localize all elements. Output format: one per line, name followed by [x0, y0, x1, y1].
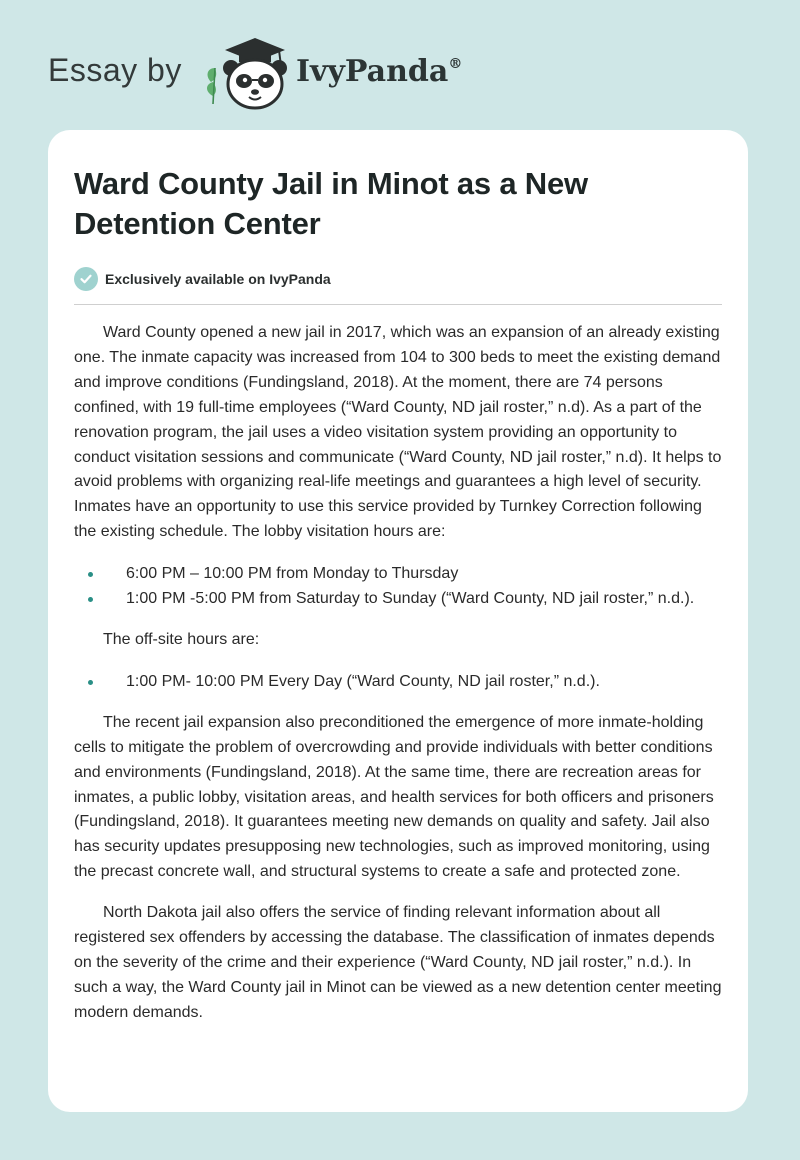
list-item: 1:00 PM -5:00 PM from Saturday to Sunday (“Ward County, ND jail roster,” n.d.). — [74, 587, 722, 612]
brand-name[interactable] — [296, 54, 462, 89]
essay-body — [74, 321, 722, 1026]
offsite-hours-list — [74, 670, 722, 695]
trademark-symbol: ® — [448, 56, 463, 72]
lobby-hours-list — [74, 562, 722, 612]
essay-by-label: Essay by — [48, 52, 182, 88]
list-item: 6:00 PM – 10:00 PM from Monday to Thursday — [74, 562, 722, 587]
essay-card — [48, 130, 748, 1112]
ivypanda-logo-icon[interactable] — [203, 34, 293, 112]
site-header — [48, 30, 548, 110]
check-icon — [74, 267, 98, 291]
divider — [74, 304, 722, 305]
list-item: 1:00 PM- 10:00 PM Every Day (“Ward County, ND jail roster,” n.d.). — [74, 670, 722, 695]
paragraph-1: Ward County opened a new jail in 2017, which was an expansion of an already existing one. The inmate capacity was increased from 104 to 300 beds to meet the existing demand and improve conditions (Fundingsland, 2018). At the moment, there are 74 persons confined, with 19 full-time employees (“Ward County, ND jail roster,” n.d). As a part of the renovation program, the jail uses a video visitation system providing an opportunity to conduct visitation sessions and communicate (“Ward County, ND jail roster,” n.d). It helps to avoid problems with organizing real-life meetings and guarantees a high level of security. Inmates have an opportunity to use this service provided by Turnkey Correction following the existing schedule. The lobby visitation hours are: — [74, 324, 722, 541]
page-title: Ward County Jail in Minot as a New Detention Center — [74, 166, 588, 241]
exclusive-badge — [74, 266, 722, 292]
brand-text: IvyPanda — [296, 54, 449, 89]
exclusive-badge-label: Exclusively available on IvyPanda — [105, 271, 331, 287]
paragraph-2: The recent jail expansion also preconditioned the emergence of more inmate-holding cells to mitigate the problem of overcrowding and provide individuals with better conditions and environments (Fundingsland, 2018). At the same time, there are recreation areas for inmates, a public lobby, visitation areas, and health services for both officers and prisoners (Fundingsland, 2018). It guarantees meeting new demands on quality and safety. Jail also has security updates presupposing new technologies, such as improved monitoring, using the precast concrete wall, and structural systems to create a safe and protected zone. — [74, 713, 714, 881]
paragraph-3: North Dakota jail also offers the service of finding relevant information about all registered sex offenders by accessing the database. The classification of inmates depends on the severity of the crime and their experience (“Ward County, ND jail roster,” n.d.). In such a way, the Ward County jail in Minot can be viewed as a new detention center meeting modern demands. — [74, 904, 722, 1021]
offsite-intro: The off-site hours are: — [103, 630, 260, 648]
